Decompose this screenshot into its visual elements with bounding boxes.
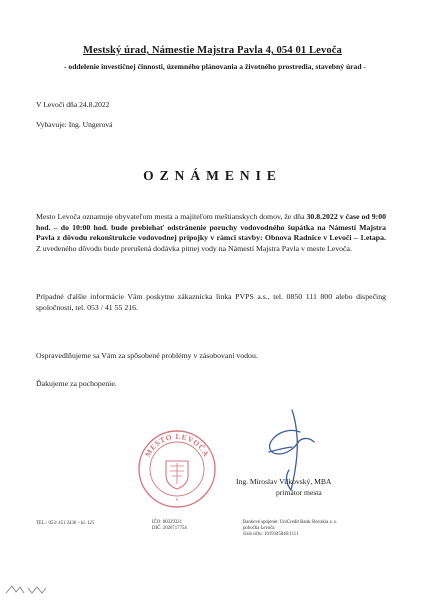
stamp-number: 6 xyxy=(175,498,179,503)
footer-ico: IČO: 00329321 xyxy=(152,520,182,525)
svg-text:MESTO LEVOČA xyxy=(143,432,211,458)
city-stamp xyxy=(136,428,218,510)
handwritten-mark-icon xyxy=(4,582,64,596)
margin-marks xyxy=(4,582,64,596)
notice-paragraph-main xyxy=(36,212,386,254)
notice-paragraph-contact: Prípadné ďalšie informácie Vám poskytne zákaznícka linka PVPS a.s., tel. 0850 111 800 alebo dispečing spoločnosti, tel. 053 / 41 55 216. xyxy=(36,292,386,312)
stamp-seal-icon xyxy=(136,428,218,510)
footer-company-ids xyxy=(152,520,187,532)
document-handler: Vybavuje: Ing. Ungerová xyxy=(36,120,113,129)
office-header-title: Mestský úrad, Námestie Majstra Pavla 4, 054 01 Levoča xyxy=(83,45,342,56)
stamp-text: MESTO LEVOČA xyxy=(143,431,211,459)
footer-bank-details xyxy=(243,520,337,539)
signatory-role: primátor mesta xyxy=(276,488,322,497)
notice-paragraph-apology: Ospravedlňujeme sa Vám za spôsobené problémy v zásobovaní vodou. xyxy=(36,351,258,360)
notice-paragraph-thanks: Ďakujeme za pochopenie. xyxy=(36,379,117,388)
paragraph-text: Mesto Levoča oznamuje obyvateľom mesta a majiteľom meštianskych domov, že dňa xyxy=(36,212,307,221)
signatory-name: Ing. Miroslav Vilkovský, MBA xyxy=(236,477,332,486)
office-department-line: - oddelenie investičnej činnosti, územného plánovania a životného prostredia, stavebný úrad - xyxy=(63,62,366,71)
footer-phone: TEL.: 053/ 451 2436 – kl. 125 xyxy=(36,521,95,526)
footer-dic: DIČ: 2020717754 xyxy=(152,526,187,532)
notice-title: OZNÁMENIE xyxy=(143,168,282,183)
document-date: V Levoči dňa 24.8.2022 xyxy=(36,100,110,109)
footer-bank-account: číslo účtu: 1019345846/1111 xyxy=(243,532,299,538)
paragraph-text: Z uvedeného dôvodu bude prerušená dodávka pitnej vody na Námestí Majstra Pavla v meste Levoča. xyxy=(36,243,352,253)
footer-bank-branch: pobočka Levoča xyxy=(243,526,275,532)
paragraph-bold-text: 30.8.2022 v čase od 9:00 hod. – do 10:00 hod. bude prebiehať odstránenie poruchy vodovodného šupátka na Námestí Majstra Pavla z dôvodu rekonštrukcie vodovodnej prípojky v rámci stavby: Obnova Radnice v Levoči – 1.etapa. xyxy=(36,212,386,243)
footer-bank-name: Bankové spojenie: UniCredit Bank Slovakia a. s. xyxy=(243,520,338,525)
